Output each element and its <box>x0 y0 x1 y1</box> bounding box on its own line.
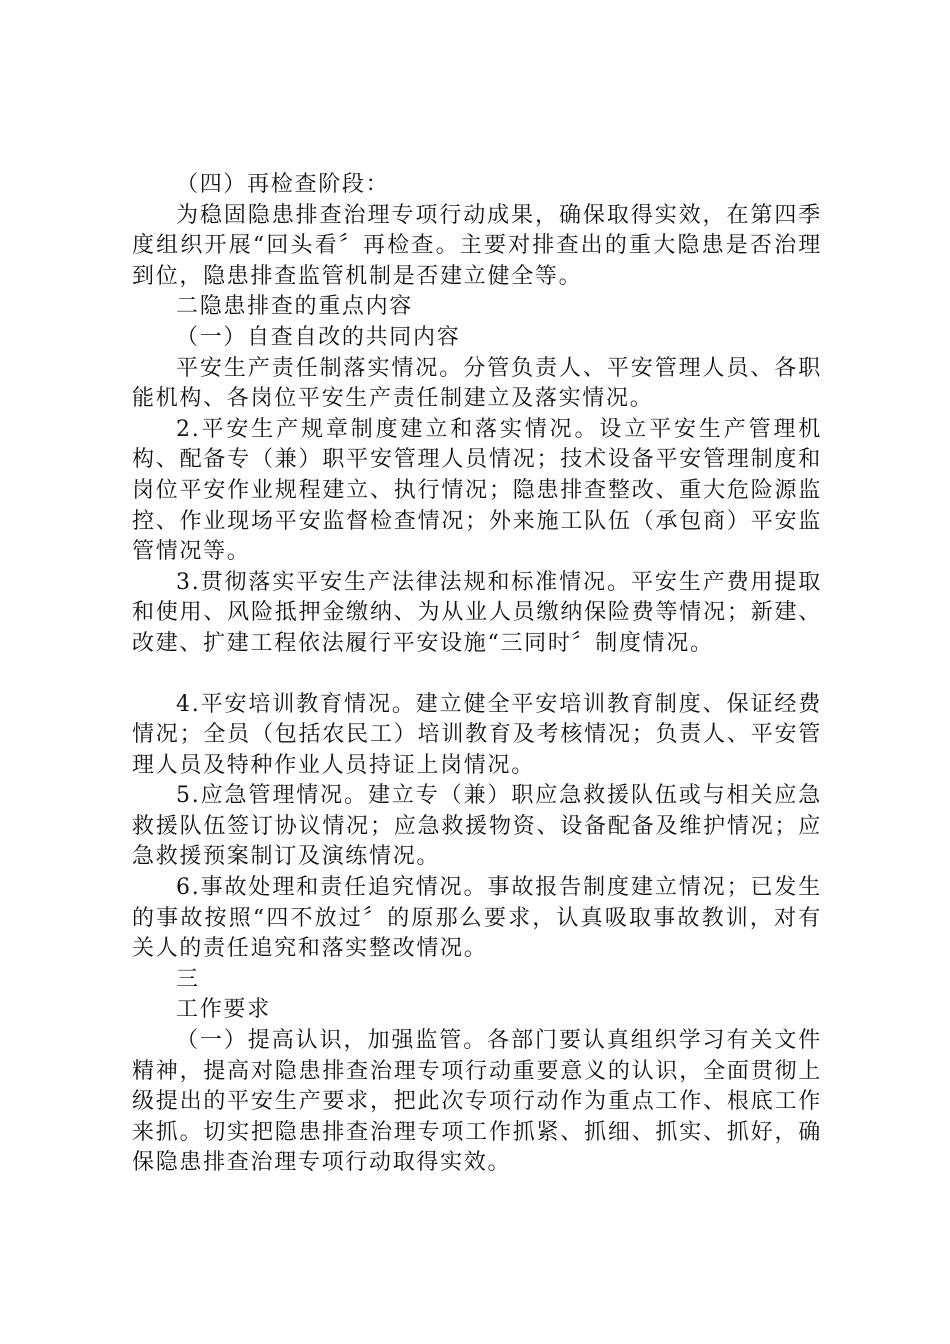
section-number-three: 三 <box>176 966 200 992</box>
section-heading-recheck: （四）再检查阶段： <box>176 172 390 197</box>
paragraph-item-3: 3.贯彻落实平安生产法律法规和标准情况。平安生产费用提取和使用、风险抵押金缴纳、为从业人员缴纳保险费等情况；新建、改建、扩建工程依法履行平安设施“三同时〞制度情况。 <box>132 569 822 656</box>
paragraph-item-5: 5.应急管理情况。建立专（兼）职应急救援队伍或与相关应急救援队伍签订协议情况；应急救援物资、设备配备及维护情况；应急救援预案制订及演练情况。 <box>132 783 822 870</box>
paragraph-item-4: 4.平安培训教育情况。建立健全平安培训教育制度、保证经费情况；全员（包括农民工）培训教育及考核情况；负责人、平安管理人员及特种作业人员持证上岗情况。 <box>132 691 822 778</box>
paragraph-item-6: 6.事故处理和责任追究情况。事故报告制度建立情况；已发生的事故按照“四不放过〞的原那么要求，认真吸取事故教训，对有关人的责任追究和落实整改情况。 <box>132 875 822 962</box>
paragraph-recheck-detail: 为稳固隐患排查治理专项行动成果，确保取得实效，在第四季度组织开展“回头看〞再检查。主要对排查出的重大隐患是否治理到位，隐患排查监管机制是否建立健全等。 <box>132 202 822 289</box>
paragraph-item-1: 平安生产责任制落实情况。分管负责人、平安管理人员、各职能机构、各岗位平安生产责任制建立及落实情况。 <box>132 355 822 412</box>
paragraph-item-2: 2.平安生产规章制度建立和落实情况。设立平安生产管理机构、配备专（兼）职平安管理人员情况；技术设备平安管理制度和岗位平安作业规程建立、执行情况；隐患排查整改、重大危险源监控、作业现场平安监督检查情况；外来施工队伍（承包商）平安监管情况等。 <box>132 416 822 565</box>
paragraph-requirement-1: （一）提高认识，加强监管。各部门要认真组织学习有关文件精神，提高对隐患排查治理专项行动重要意义的认识，全面贯彻上级提出的平安生产要求，把此次专项行动作为重点工作、根底工作来抓。切实把隐患排查治理专项工作抓紧、抓细、抓实、抓好，确保隐患排查治理专项行动取得实效。 <box>132 1028 822 1176</box>
section-heading-work-requirements: 工作要求 <box>176 997 271 1023</box>
section-heading-key-content: 二隐患排查的重点内容 <box>176 294 414 320</box>
document-body <box>132 170 822 1179</box>
subsection-heading-common-content: （一）自查自改的共同内容 <box>176 324 461 350</box>
